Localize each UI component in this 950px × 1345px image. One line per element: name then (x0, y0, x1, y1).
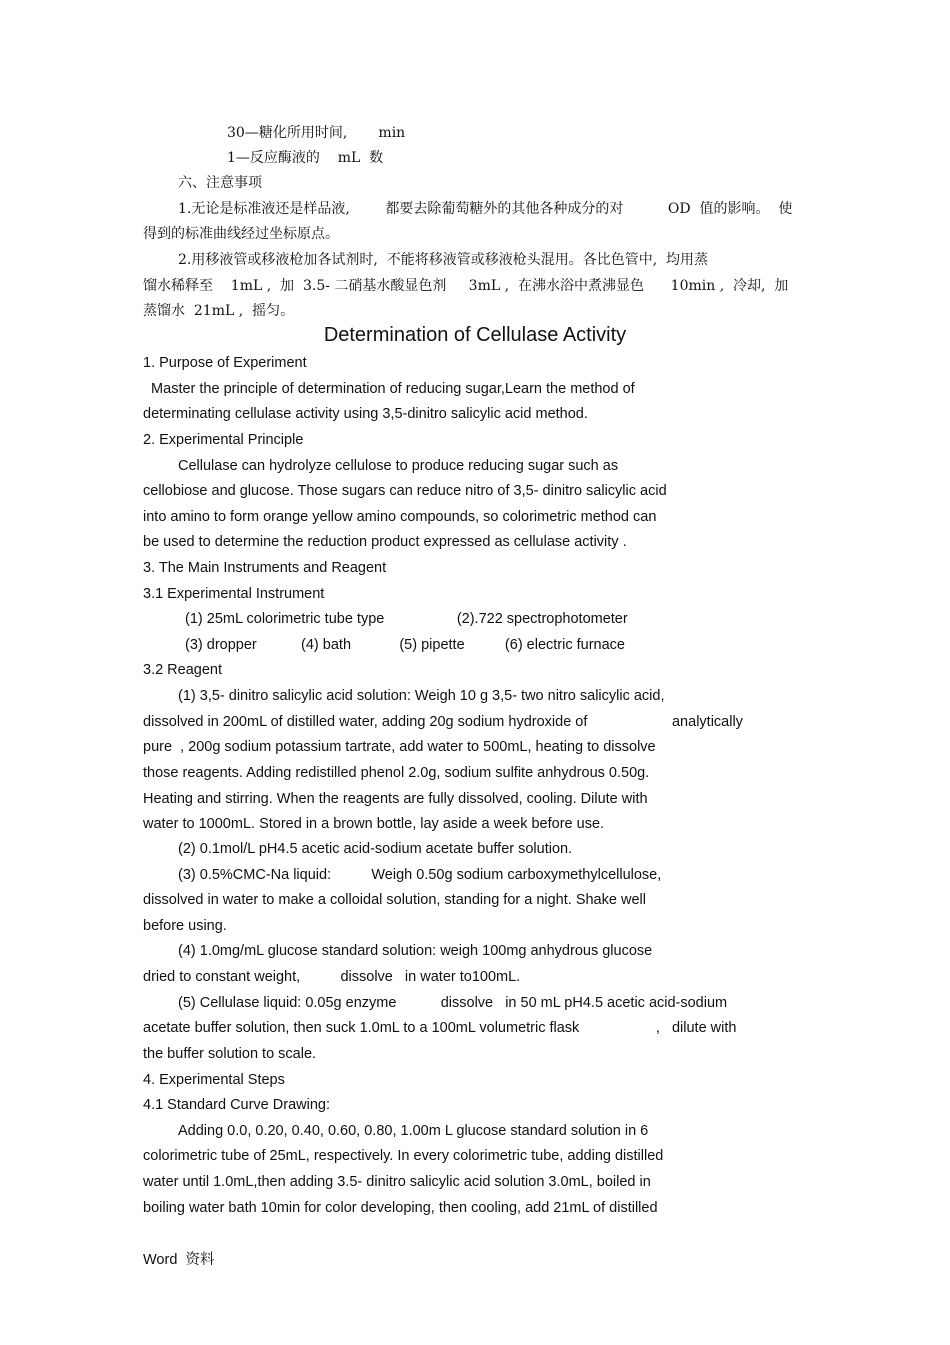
text-line: (3) 0.5%CMC-Na liquid: Weigh 0.50g sodium carboxymethylcellulose, (178, 867, 662, 883)
footer-text: Word 资料 (143, 1252, 215, 1268)
text-line: 1.无论是标准液还是样品液, 都要去除葡萄糖外的其他各种成分的对 OD 值的影响。 使 (178, 201, 793, 217)
text-line: water until 1.0mL,then adding 3.5- dinitro salicylic acid solution 3.0mL, boiled in (143, 1174, 651, 1190)
text-line: into amino to form orange yellow amino compounds, so colorimetric method can (143, 509, 657, 525)
text-line: be used to determine the reduction product expressed as cellulase activity . (143, 534, 627, 550)
text-line: 1—反应酶液的 mL 数 (227, 150, 384, 166)
text-line: acetate buffer solution, then suck 1.0mL to a 100mL volumetric flask , dilute with (143, 1020, 737, 1036)
text-line: Master the principle of determination of reducing sugar,Learn the method of (143, 381, 635, 397)
text-line: dissolved in 200mL of distilled water, adding 20g sodium hydroxide of analytically (143, 714, 743, 730)
text-line: colorimetric tube of 25mL, respectively. In every colorimetric tube, adding distilled (143, 1148, 664, 1164)
text-line: 馏水稀释至 1mL , 加 3.5- 二硝基水酸显色剂 3mL , 在沸水浴中煮沸显色 10min , 冷却, 加 (143, 278, 789, 294)
text-line: those reagents. Adding redistilled phenol 2.0g, sodium sulfite anhydrous 0.50g. (143, 765, 650, 781)
text-line: 30—糖化所用时间, min (227, 125, 406, 141)
text-line: (1) 3,5- dinitro salicylic acid solution: Weigh 10 g 3,5- two nitro salicylic acid, (178, 688, 665, 704)
text-line: (3) dropper (4) bath (5) pipette (6) electric furnace (185, 637, 625, 653)
text-line: the buffer solution to scale. (143, 1046, 317, 1062)
text-line: 1. Purpose of Experiment (143, 355, 307, 371)
text-line: 3. The Main Instruments and Reagent (143, 560, 387, 576)
text-line: 4.1 Standard Curve Drawing: (143, 1097, 330, 1113)
text-line: Heating and stirring. When the reagents are fully dissolved, cooling. Dilute with (143, 791, 648, 807)
text-line: Adding 0.0, 0.20, 0.40, 0.60, 0.80, 1.00m L glucose standard solution in 6 (178, 1123, 649, 1139)
section-title: Determination of Cellulase Activity (323, 324, 627, 346)
text-line: before using. (143, 918, 227, 934)
text-line: 3.1 Experimental Instrument (143, 586, 325, 602)
text-line: 得到的标准曲线经过坐标原点。 (143, 226, 339, 242)
text-line: 4. Experimental Steps (143, 1072, 285, 1088)
text-line: cellobiose and glucose. Those sugars can reduce nitro of 3,5- dinitro salicylic acid (143, 483, 667, 499)
text-line: 2. Experimental Principle (143, 432, 304, 448)
text-line: 3.2 Reagent (143, 662, 223, 678)
text-line: 蒸馏水 21mL , 摇匀。 (143, 303, 295, 319)
text-line: (1) 25mL colorimetric tube type (2).722 spectrophotometer (185, 611, 628, 627)
text-line: 2.用移液管或移液枪加各试剂时, 不能将移液管或移液枪头混用。各比色管中, 均用蒸 (178, 252, 709, 268)
text-line: determinating cellulase activity using 3,5-dinitro salicylic acid method. (143, 406, 588, 422)
text-line: dissolved in water to make a colloidal solution, standing for a night. Shake well (143, 892, 646, 908)
text-line: (2) 0.1mol/L pH4.5 acetic acid-sodium acetate buffer solution. (178, 841, 573, 857)
text-line: Cellulase can hydrolyze cellulose to produce reducing sugar such as (178, 458, 619, 474)
text-line: boiling water bath 10min for color developing, then cooling, add 21mL of distilled (143, 1200, 658, 1216)
text-line: pure , 200g sodium potassium tartrate, add water to 500mL, heating to dissolve (143, 739, 656, 755)
text-line: (4) 1.0mg/mL glucose standard solution: weigh 100mg anhydrous glucose (178, 943, 653, 959)
text-line: dried to constant weight, dissolve in water to100mL. (143, 969, 521, 985)
text-line: (5) Cellulase liquid: 0.05g enzyme dissolve in 50 mL pH4.5 acetic acid-sodium (178, 995, 728, 1011)
text-line: water to 1000mL. Stored in a brown bottle, lay aside a week before use. (143, 816, 605, 832)
text-line: 六、注意事项 (178, 175, 262, 191)
